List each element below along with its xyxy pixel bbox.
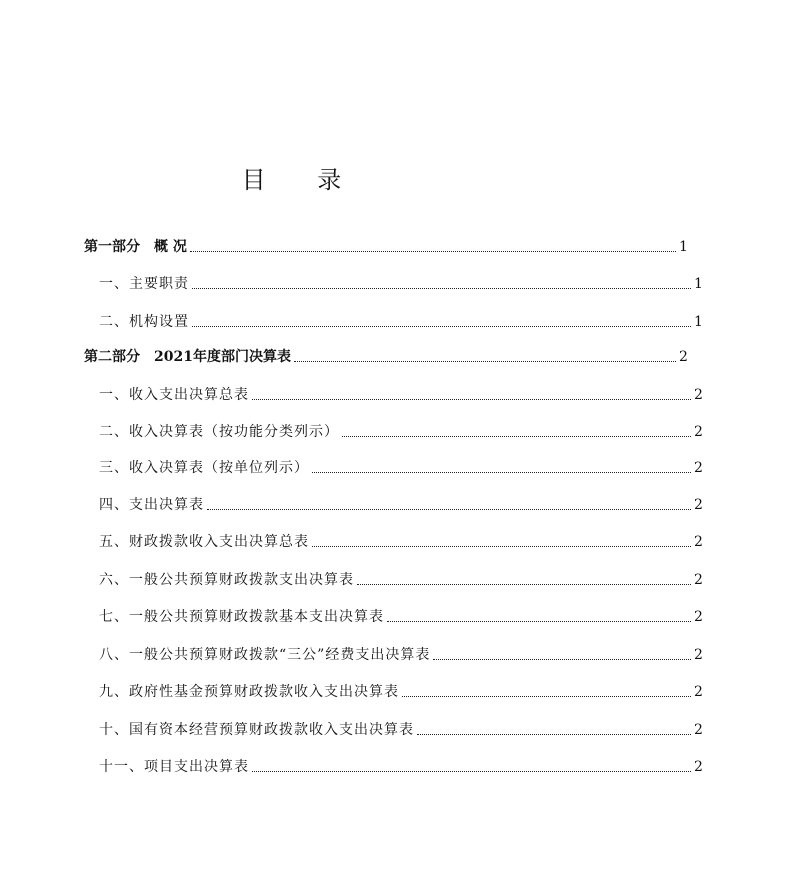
toc-leader xyxy=(192,325,691,327)
toc-page-number: 1 xyxy=(694,314,703,330)
toc-leader xyxy=(312,545,691,547)
toc-page-number: 2 xyxy=(694,497,703,513)
toc-leader xyxy=(402,695,691,697)
toc-entry xyxy=(0,681,796,701)
toc-leader xyxy=(417,733,691,735)
toc-entry-label: 二、机构设置 xyxy=(99,314,189,330)
toc-entry xyxy=(0,756,796,776)
toc-page-number: 2 xyxy=(694,460,703,476)
toc-page-number: 2 xyxy=(694,424,703,440)
toc-leader xyxy=(312,471,691,473)
toc-page-number: 2 xyxy=(694,759,703,775)
toc-entry-label: 六、一般公共预算财政拨款支出决算表 xyxy=(99,572,354,588)
toc-page-number: 1 xyxy=(679,239,688,255)
toc-entry xyxy=(0,311,796,331)
toc-entry xyxy=(0,644,796,664)
toc-entry-label: 八、一般公共预算财政拨款“三公”经费支出决算表 xyxy=(99,647,431,663)
toc-entry-label: 十一、项目支出决算表 xyxy=(99,759,249,775)
toc-entry-label: 二、收入决算表（按功能分类列示） xyxy=(99,424,339,440)
toc-leader xyxy=(190,250,676,252)
toc-leader xyxy=(252,398,691,400)
toc-entry xyxy=(0,494,796,514)
toc-entry-label: 九、政府性基金预算财政拨款收入支出决算表 xyxy=(99,684,399,700)
toc-entry-label: 一、收入支出决算总表 xyxy=(99,387,249,403)
toc-page-number: 2 xyxy=(694,534,703,550)
toc-page-number: 1 xyxy=(694,276,703,292)
toc-entry-label: 七、一般公共预算财政拨款基本支出决算表 xyxy=(99,609,384,625)
toc-entry-label: 第二部分 2021年度部门决算表 xyxy=(84,349,291,365)
toc-leader xyxy=(207,508,691,510)
toc-page-number: 2 xyxy=(694,647,703,663)
toc-entry-label: 三、收入决算表（按单位列示） xyxy=(99,460,309,476)
toc-entry-label: 四、支出决算表 xyxy=(99,497,204,513)
toc-leader xyxy=(342,435,691,437)
toc-entry-label: 五、财政拨款收入支出决算总表 xyxy=(99,534,309,550)
toc-entry-label: 十、国有资本经营预算财政拨款收入支出决算表 xyxy=(99,722,414,738)
toc-entry xyxy=(0,569,796,589)
toc-leader xyxy=(357,583,691,585)
toc-leader xyxy=(294,360,676,362)
toc-page-number: 2 xyxy=(694,722,703,738)
toc-leader xyxy=(252,770,691,772)
toc-entry xyxy=(0,346,781,366)
toc-page-number: 2 xyxy=(694,684,703,700)
toc-entry xyxy=(0,384,796,404)
toc-entry xyxy=(0,719,796,739)
page-title: 目 录 xyxy=(241,166,364,194)
toc-entry xyxy=(0,273,796,293)
toc-leader xyxy=(433,658,691,660)
toc-leader xyxy=(192,287,691,289)
toc-entry-label: 一、主要职责 xyxy=(99,276,189,292)
toc-entry xyxy=(0,421,796,441)
toc-entry xyxy=(0,236,781,256)
toc-entry-label: 第一部分 概 况 xyxy=(84,239,187,255)
toc-page-number: 2 xyxy=(694,387,703,403)
toc-leader xyxy=(387,620,691,622)
toc-page-number: 2 xyxy=(679,349,688,365)
toc-entry xyxy=(0,531,796,551)
toc-page-number: 2 xyxy=(694,572,703,588)
toc-page-number: 2 xyxy=(694,609,703,625)
toc-entry xyxy=(0,606,796,626)
toc-entry xyxy=(0,457,796,477)
